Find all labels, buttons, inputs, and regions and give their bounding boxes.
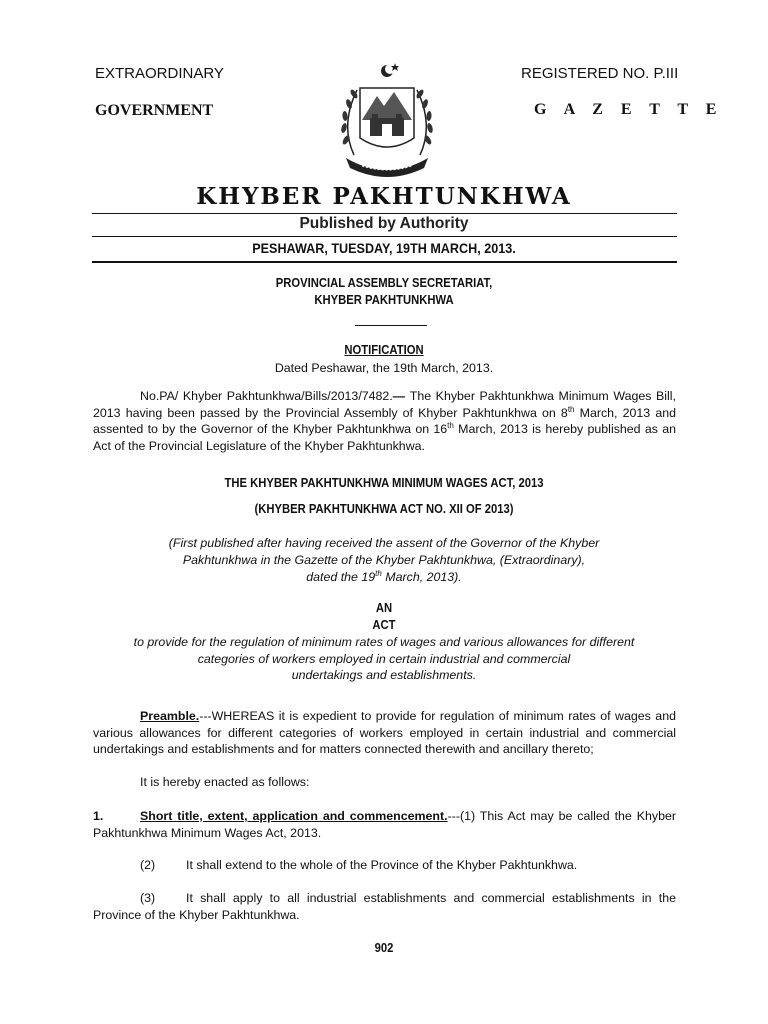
page-number: 902: [374, 941, 394, 955]
first-published-line-3: [0, 569, 768, 586]
notification-sup-1: th: [567, 404, 575, 414]
section-1-text: ---(1) This Act may be called the Khyber Pakhtunkhwa Minimum Wages Act, 2013.: [93, 809, 676, 840]
subsection-3-text: It shall apply to all industrial establishments and commercial establishments in the Province of the Khyber Pakhtunkhwa.: [93, 891, 676, 922]
notification-sup-2: th: [447, 420, 454, 430]
preamble-paragraph: [93, 708, 676, 758]
first-published-line-1: (First published after having received the assent of the Governor of the Khyber: [168, 536, 600, 550]
government-emblem-icon: [332, 60, 442, 178]
notification-text-3: March, 2013 is hereby published as an Act of the Provincial Legislature of the Khyber Pakhtunkhwa.: [93, 422, 676, 453]
section-1-number: 1.: [93, 809, 104, 823]
act-purpose-line-2: categories of workers employed in certain industrial and commercial: [197, 652, 571, 666]
secretariat-line-2: KHYBER PAKHTUNKHWA: [314, 293, 454, 307]
published-by-authority: Published by Authority: [299, 215, 469, 232]
secretariat-divider: [355, 325, 427, 326]
act-purpose-line-3: undertakings and establishments.: [291, 668, 477, 682]
notification-ref: No.PA/ Khyber Pakhtunkhwa/Bills/2013/7482.: [140, 389, 393, 403]
notification-heading: NOTIFICATION: [344, 343, 424, 357]
first-published-date: dated the 19: [306, 570, 376, 584]
secretariat-line-1: PROVINCIAL ASSEMBLY SECRETARIAT,: [275, 276, 493, 290]
act-act: ACT: [372, 618, 396, 632]
section-1-paragraph: [93, 808, 676, 841]
first-published-month: March, 2013).: [381, 570, 462, 584]
masthead-title: KHYBER PAKHTUNKHWA: [196, 183, 572, 210]
government-label: GOVERNMENT: [95, 102, 214, 119]
extraordinary-label: EXTRAORDINARY: [95, 65, 224, 82]
act-title: THE KHYBER PAKHTUNKHWA MINIMUM WAGES ACT, 2013: [224, 476, 544, 490]
dateline: PESHAWAR, TUESDAY, 19TH MARCH, 2013.: [252, 240, 516, 256]
subsection-3: [93, 890, 676, 923]
preamble-text: ---WHEREAS it is expedient to provide for regulation of minimum rates of wages and various allowances for different categories of workers employed in certain industrial and commercial undertakings and establishments and for matters connected therewith and ancillary thereto;: [93, 709, 676, 756]
enacted-line: It is hereby enacted as follows:: [140, 775, 310, 789]
notification-paragraph: No.PA/ Khyber Pakhtunkhwa/Bills/2013/7482.— The Khyber Pakhtunkhwa Minimum Wages Bill, 2013 having been passed by the Provincial Assembly of Khyber Pakhtunkhwa on 8th March, 2013 and assented to by the Governor of the Khyber Pakhtunkhwa on 16th March, 2013 is hereby published as an Act of the Provincial Legislature of the Khyber Pakhtunkhwa.: [93, 389, 676, 453]
registered-number: REGISTERED NO. P.III: [521, 65, 679, 82]
subsection-2-text: It shall extend to the whole of the Province of the Khyber Pakhtunkhwa.: [186, 858, 578, 872]
act-purpose-line-1: to provide for the regulation of minimum rates of wages and various allowances for different: [133, 635, 635, 649]
first-published-sup: th: [375, 568, 382, 578]
first-published-line-2: Pakhtunkhwa in the Gazette of the Khyber Pakhtunkhwa, (Extraordinary),: [182, 553, 586, 567]
masthead-rule-bottom: [92, 261, 677, 263]
notification-text-2: March, 2013 and assented to by the Governor of the Khyber Pakhtunkhwa on 16: [93, 405, 676, 436]
masthead-rule-top: [92, 213, 677, 214]
gazette-label: G A Z E T T E: [534, 101, 724, 118]
preamble-label: Preamble.: [140, 709, 200, 723]
section-1-heading: Short title, extent, application and commencement.: [140, 809, 448, 823]
subsection-3-number: (3): [140, 891, 156, 905]
notification-dated: Dated Peshawar, the 19th March, 2013.: [274, 361, 494, 375]
act-an: AN: [375, 601, 393, 615]
act-number: (KHYBER PAKHTUNKHWA ACT NO. XII OF 2013): [254, 502, 514, 516]
masthead-rule-middle: [92, 236, 677, 237]
subsection-2-number: (2): [140, 858, 156, 872]
subsection-2: [140, 857, 577, 874]
notification-text-1: The Khyber Pakhtunkhwa Minimum Wages Bill, 2013 having been passed by the Provincial Assembly of Khyber Pakhtunkhwa on 8: [93, 389, 676, 420]
